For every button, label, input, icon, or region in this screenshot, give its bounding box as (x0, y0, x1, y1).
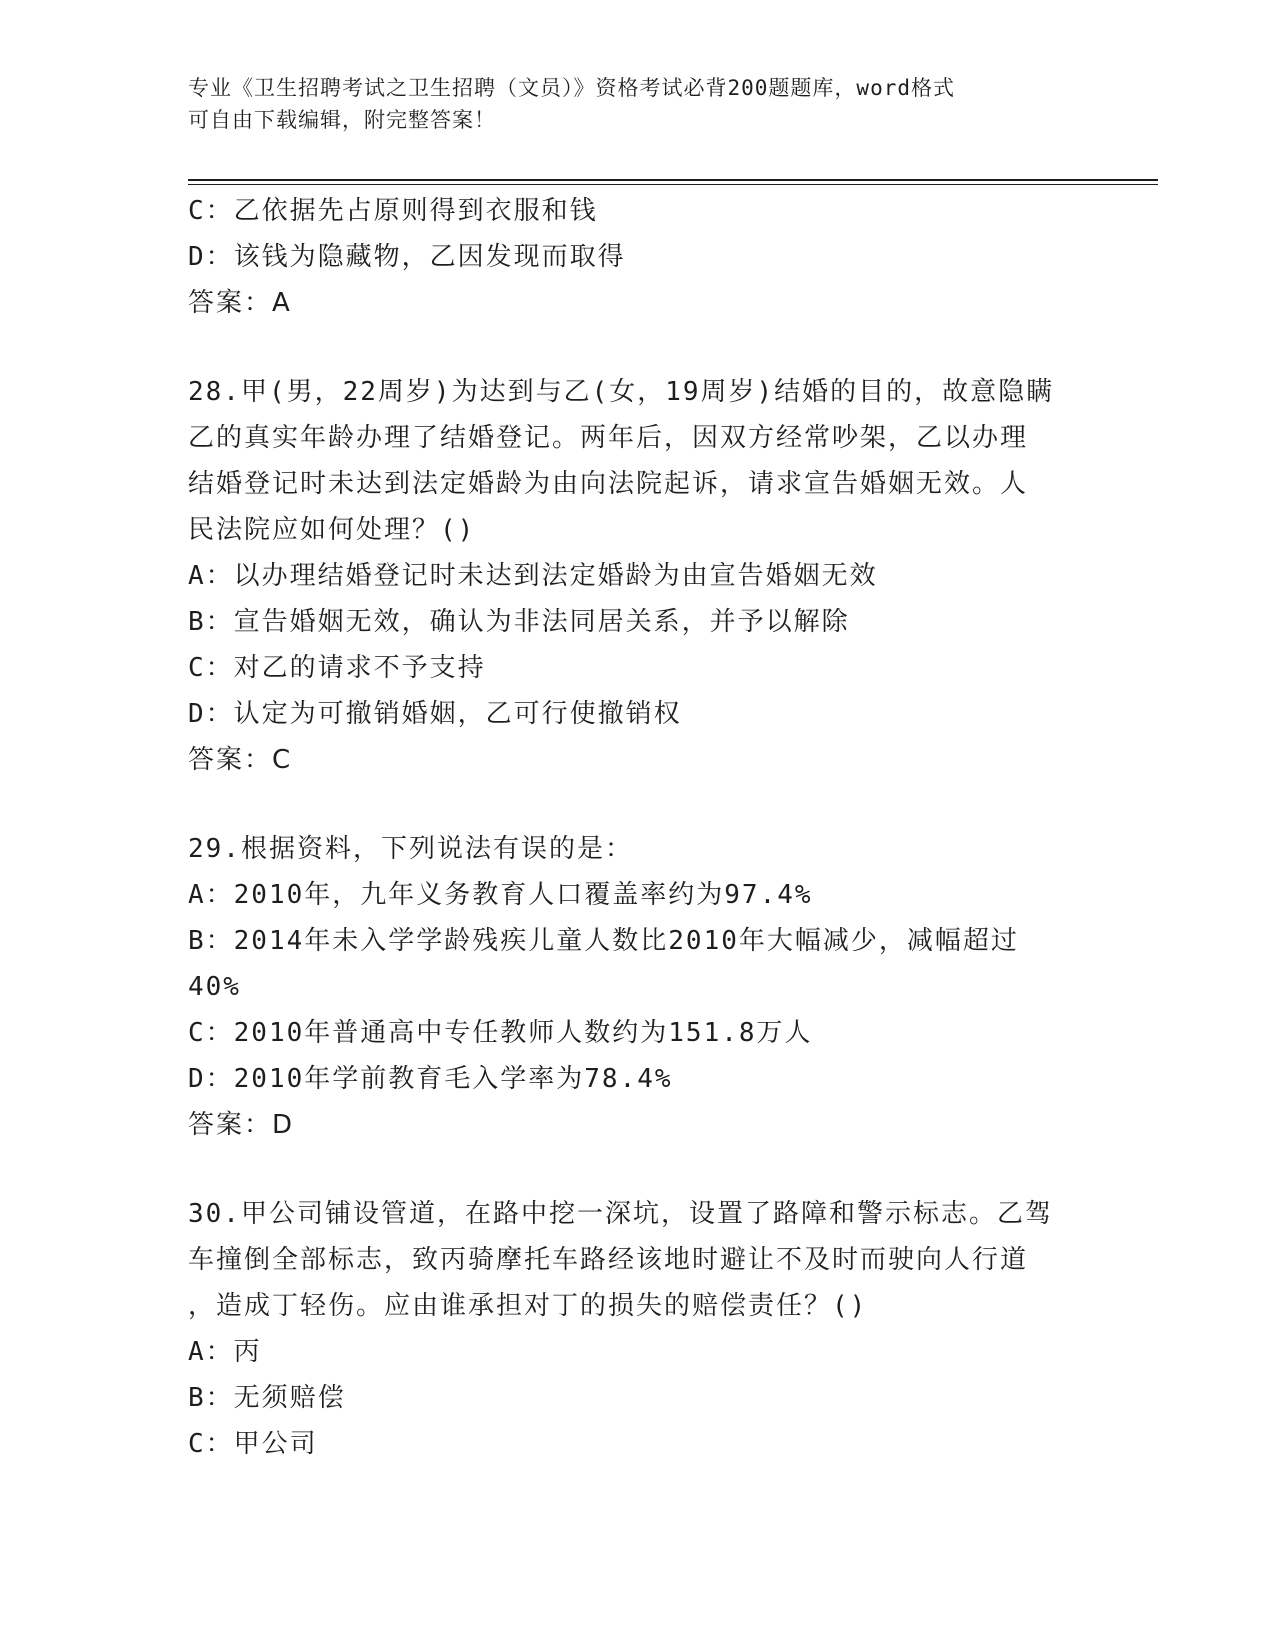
question-30 (188, 1191, 1088, 1467)
header-rule-thin (188, 184, 1158, 185)
answer-line: 答案：C (188, 745, 293, 775)
question-29 (188, 826, 1088, 1148)
option-d: D：认定为可撤销婚姻，乙可行使撤销权 (188, 699, 682, 729)
answer-line: 答案：A (188, 288, 292, 318)
question-28 (188, 369, 1088, 783)
option-b: B：2014年未入学学龄残疾儿童人数比2010年大幅减少，减幅超过 (188, 926, 1019, 956)
question-stem-line: 30.甲公司铺设管道，在路中挖一深坑，设置了路障和警示标志。乙驾 (188, 1199, 1053, 1229)
option-a: A：以办理结婚登记时未达到法定婚龄为由宣告婚姻无效 (188, 561, 878, 591)
question-stem-line: 28.甲(男，22周岁)为达到与乙(女，19周岁)结婚的目的，故意隐瞒 (188, 377, 1055, 407)
option-d: D：该钱为隐藏物，乙因发现而取得 (188, 242, 626, 272)
option-c: C：2010年普通高中专任教师人数约为151.8万人 (188, 1018, 813, 1048)
answer-line: 答案：D (188, 1110, 295, 1140)
option-c: C：乙依据先占原则得到衣服和钱 (188, 196, 598, 226)
document-body (188, 188, 1088, 1467)
spacer (188, 783, 1088, 826)
question-stem-line: ，造成丁轻伤。应由谁承担对丁的损失的赔偿责任？() (188, 1291, 868, 1321)
option-c: C：对乙的请求不予支持 (188, 653, 486, 683)
question-stem-line: 乙的真实年龄办理了结婚登记。两年后，因双方经常吵架，乙以办理 (188, 423, 1029, 453)
option-c: C：甲公司 (188, 1429, 318, 1459)
question-stem-line: 车撞倒全部标志，致丙骑摩托车路经该地时避让不及时而驶向人行道 (188, 1245, 1029, 1275)
document-header (188, 72, 1068, 136)
header-rule-thick (188, 179, 1158, 181)
question-stem-line: 民法院应如何处理？() (188, 515, 476, 545)
option-a: A：丙 (188, 1337, 262, 1367)
option-b: B：宣告婚姻无效，确认为非法同居关系，并予以解除 (188, 607, 850, 637)
spacer (188, 326, 1088, 369)
option-d: D：2010年学前教育毛入学率为78.4% (188, 1064, 673, 1094)
header-line-2: 可自由下载编辑，附完整答案！ (188, 108, 496, 132)
option-b: B：无须赔偿 (188, 1383, 346, 1413)
header-line-1: 专业《卫生招聘考试之卫生招聘（文员）》资格考试必背200题题库，word格式 (188, 76, 955, 100)
spacer (188, 1148, 1088, 1191)
question-stem-line: 结婚登记时未达到法定婚龄为由向法院起诉，请求宣告婚姻无效。人 (188, 469, 1029, 499)
option-b-continued: 40% (188, 972, 241, 1002)
question-stem-line: 29.根据资料，下列说法有误的是： (188, 834, 633, 864)
option-a: A：2010年，九年义务教育人口覆盖率约为97.4% (188, 880, 813, 910)
question-27-tail (188, 188, 1088, 326)
